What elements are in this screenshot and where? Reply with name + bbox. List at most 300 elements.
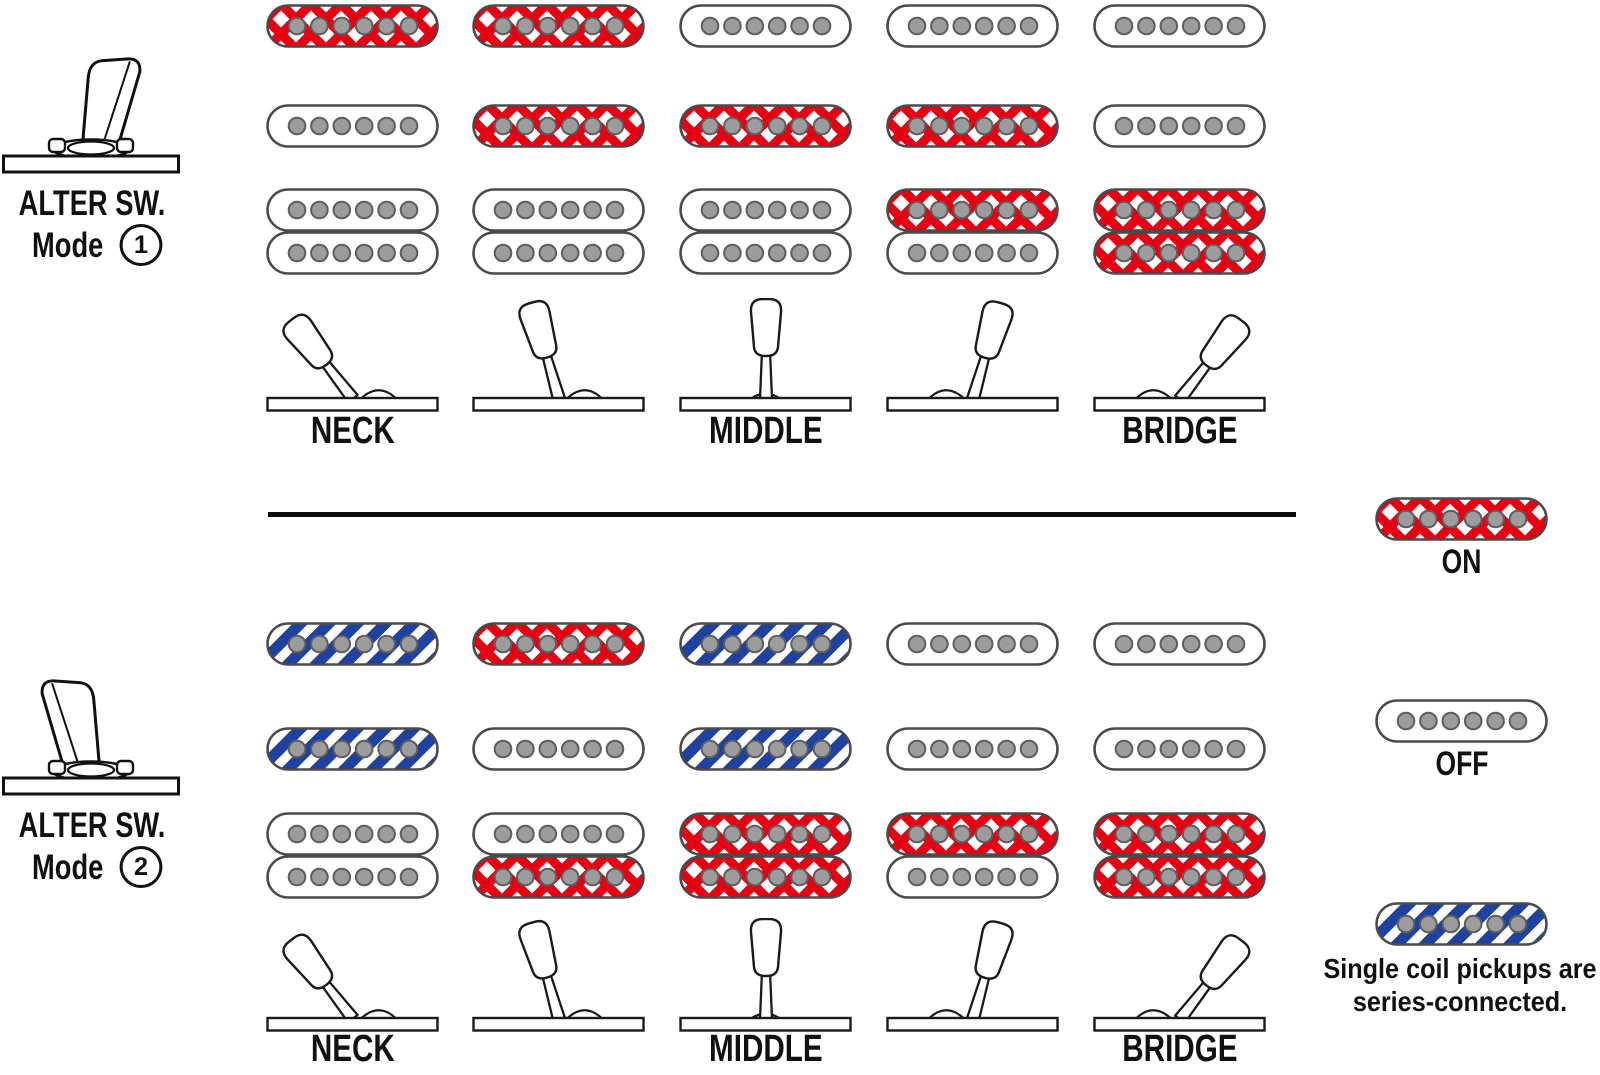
- pole-piece: [607, 202, 624, 219]
- pole-piece: [1398, 511, 1415, 528]
- pole-piece: [584, 826, 601, 843]
- pole-piece: [791, 202, 808, 219]
- pole-piece: [1138, 118, 1155, 135]
- toggle-switch-icon: [2, 50, 180, 174]
- pole-piece: [562, 826, 579, 843]
- switch-plate: [888, 398, 1058, 411]
- pole-piece: [356, 118, 373, 135]
- pole-piece: [1116, 118, 1133, 135]
- switch-position-label-bridge: [1063, 412, 1296, 450]
- pickup-humbucker-front-coil: [266, 812, 439, 856]
- pole-piece: [998, 18, 1015, 35]
- pole-piece: [954, 18, 971, 35]
- lever: [517, 919, 574, 1023]
- pickup-neck: [1093, 4, 1266, 48]
- pole-piece: [1183, 202, 1200, 219]
- pole-piece: [356, 741, 373, 758]
- pole-piece: [356, 202, 373, 219]
- pole-piece: [289, 202, 306, 219]
- pole-piece: [1021, 826, 1038, 843]
- pole-piece: [747, 18, 764, 35]
- pole-piece: [724, 636, 741, 653]
- pickup-icon: [679, 855, 852, 899]
- pickup-icon: [886, 188, 1059, 232]
- pole-piece: [1465, 916, 1482, 933]
- pole-piece: [334, 118, 351, 135]
- pole-piece: [540, 636, 557, 653]
- pickup-humbucker-front-coil: [679, 812, 852, 856]
- mode-word: Mode: [31, 225, 104, 265]
- pole-piece: [1183, 245, 1200, 262]
- pole-piece: [378, 118, 395, 135]
- pole-piece: [909, 202, 926, 219]
- switch-plate: [474, 1018, 644, 1031]
- pole-piece: [289, 741, 306, 758]
- pole-piece: [724, 869, 741, 886]
- pole-piece: [954, 636, 971, 653]
- pickup-humbucker-back-coil: [886, 855, 1059, 899]
- pole-piece: [1205, 202, 1222, 219]
- pole-piece: [814, 636, 831, 653]
- position-label-text: NECK: [310, 410, 395, 452]
- pole-piece: [702, 741, 719, 758]
- pickup-icon: [1093, 4, 1266, 48]
- pickup-middle: [1093, 104, 1266, 148]
- pole-piece: [998, 202, 1015, 219]
- pole-piece: [1487, 511, 1504, 528]
- pickup-neck: [472, 4, 645, 48]
- pickup-middle: [266, 727, 439, 771]
- pole-piece: [1183, 826, 1200, 843]
- pickup-icon: [886, 4, 1059, 48]
- lever: [958, 919, 1015, 1023]
- pole-piece: [1021, 741, 1038, 758]
- pole-piece: [791, 18, 808, 35]
- legend-on-label: [1375, 545, 1548, 579]
- pole-piece: [356, 245, 373, 262]
- legend-off-pickup: [1375, 699, 1548, 743]
- pole-piece: [401, 636, 418, 653]
- pole-piece: [1138, 826, 1155, 843]
- pole-piece: [1228, 245, 1245, 262]
- lever-switch-icon: [266, 298, 439, 412]
- pole-piece: [814, 826, 831, 843]
- pole-piece: [1183, 636, 1200, 653]
- pickup-icon: [1375, 699, 1548, 743]
- switch-plate: [268, 398, 438, 411]
- pole-piece: [814, 869, 831, 886]
- pickup-icon: [472, 855, 645, 899]
- pickup-humbucker-back-coil: [886, 231, 1059, 275]
- pickup-icon: [266, 188, 439, 232]
- pole-piece: [747, 869, 764, 886]
- pole-piece: [769, 826, 786, 843]
- pole-piece: [584, 18, 601, 35]
- pickup-neck: [1093, 622, 1266, 666]
- alter-switch-title-2: [0, 808, 188, 843]
- pole-piece: [1138, 202, 1155, 219]
- pole-piece: [998, 741, 1015, 758]
- pole-piece: [769, 741, 786, 758]
- pole-piece: [1021, 118, 1038, 135]
- pole-piece: [311, 245, 328, 262]
- pickup-icon: [679, 727, 852, 771]
- pole-piece: [814, 18, 831, 35]
- pole-piece: [1398, 916, 1415, 933]
- pole-piece: [401, 826, 418, 843]
- pole-piece: [495, 18, 512, 35]
- pole-piece: [334, 18, 351, 35]
- pole-piece: [769, 636, 786, 653]
- pole-piece: [1420, 916, 1437, 933]
- pole-piece: [747, 118, 764, 135]
- pole-piece: [401, 202, 418, 219]
- pole-piece: [1205, 741, 1222, 758]
- pole-piece: [289, 118, 306, 135]
- on-text: ON: [1441, 543, 1482, 581]
- pole-piece: [724, 741, 741, 758]
- pickup-icon: [886, 855, 1059, 899]
- pole-piece: [909, 245, 926, 262]
- pole-piece: [1161, 869, 1178, 886]
- pole-piece: [607, 18, 624, 35]
- toggle-switch-icon: [2, 672, 180, 796]
- switch-plate: [1095, 398, 1265, 411]
- pole-piece: [401, 741, 418, 758]
- pole-piece: [724, 245, 741, 262]
- pole-piece: [540, 202, 557, 219]
- pole-piece: [724, 18, 741, 35]
- pole-piece: [1138, 18, 1155, 35]
- pole-piece: [584, 636, 601, 653]
- pole-piece: [562, 636, 579, 653]
- pickup-middle: [886, 104, 1059, 148]
- pickup-icon: [266, 622, 439, 666]
- switch-plate: [681, 398, 851, 411]
- section-divider: [268, 512, 1296, 517]
- pole-piece: [931, 202, 948, 219]
- pole-piece: [378, 202, 395, 219]
- pole-piece: [1161, 741, 1178, 758]
- pole-piece: [1398, 713, 1415, 730]
- pickup-icon: [1093, 812, 1266, 856]
- pole-piece: [1443, 713, 1460, 730]
- lever: [1168, 311, 1253, 408]
- pickup-neck: [679, 622, 852, 666]
- pickup-icon: [266, 855, 439, 899]
- pickup-icon: [1375, 902, 1548, 946]
- switch-position-label-middle: [649, 1030, 882, 1068]
- pole-piece: [702, 636, 719, 653]
- pole-piece: [791, 245, 808, 262]
- pole-piece: [998, 869, 1015, 886]
- pole-piece: [1510, 713, 1527, 730]
- pickup-icon: [1375, 497, 1548, 541]
- pole-piece: [1420, 511, 1437, 528]
- pole-piece: [517, 118, 534, 135]
- pole-piece: [584, 741, 601, 758]
- pickup-humbucker-front-coil: [679, 188, 852, 232]
- pole-piece: [1116, 741, 1133, 758]
- pole-piece: [584, 118, 601, 135]
- pole-piece: [356, 636, 373, 653]
- alter-switch-mode-2-icon: [2, 672, 180, 796]
- pickup-humbucker-back-coil: [472, 855, 645, 899]
- pole-piece: [747, 636, 764, 653]
- lever-switch-position-3: [679, 918, 852, 1032]
- pole-piece: [540, 869, 557, 886]
- pole-piece: [998, 118, 1015, 135]
- pickup-neck: [886, 4, 1059, 48]
- pole-piece: [998, 636, 1015, 653]
- switch-plate: [4, 156, 179, 172]
- pole-piece: [1116, 826, 1133, 843]
- pole-piece: [1183, 741, 1200, 758]
- pole-piece: [1116, 636, 1133, 653]
- pickup-icon: [679, 4, 852, 48]
- pole-piece: [1138, 245, 1155, 262]
- alter-switch-title-1: [0, 186, 188, 221]
- mode-number-circle: 1: [120, 224, 163, 266]
- pickup-icon: [679, 231, 852, 275]
- pole-piece: [931, 869, 948, 886]
- pole-piece: [1228, 118, 1245, 135]
- pole-piece: [401, 245, 418, 262]
- pole-piece: [954, 202, 971, 219]
- pole-piece: [495, 636, 512, 653]
- pickup-icon: [886, 231, 1059, 275]
- pickup-neck: [679, 4, 852, 48]
- alter-sw-text: ALTER SW.: [18, 184, 166, 223]
- lever-switch-position-1: [266, 918, 439, 1032]
- pole-piece: [356, 826, 373, 843]
- pole-piece: [1116, 245, 1133, 262]
- pole-piece: [356, 18, 373, 35]
- pole-piece: [1228, 869, 1245, 886]
- pole-piece: [517, 636, 534, 653]
- pickup-humbucker-back-coil: [1093, 855, 1266, 899]
- mode-word: Mode: [31, 847, 104, 887]
- pole-piece: [998, 826, 1015, 843]
- pole-piece: [495, 869, 512, 886]
- pole-piece: [1228, 636, 1245, 653]
- switch-plate: [4, 778, 179, 794]
- switch-position-label-neck: [236, 412, 469, 450]
- pole-piece: [702, 202, 719, 219]
- alter-sw-text: ALTER SW.: [18, 806, 166, 845]
- pickup-icon: [679, 104, 852, 148]
- pickup-icon: [1093, 727, 1266, 771]
- pole-piece: [769, 869, 786, 886]
- pole-piece: [311, 18, 328, 35]
- lever: [958, 299, 1015, 403]
- pole-piece: [562, 869, 579, 886]
- alter-switch-mode-1-icon: [2, 50, 180, 174]
- pole-piece: [1116, 869, 1133, 886]
- pole-piece: [607, 636, 624, 653]
- pole-piece: [1183, 18, 1200, 35]
- pickup-neck: [472, 622, 645, 666]
- pickup-icon: [472, 622, 645, 666]
- position-label-text: BRIDGE: [1121, 410, 1238, 452]
- legend-series-note: [1290, 952, 1600, 1018]
- pole-piece: [1183, 869, 1200, 886]
- pole-piece: [1228, 202, 1245, 219]
- legend-off-label: [1375, 747, 1548, 781]
- pickup-icon: [472, 812, 645, 856]
- lever: [517, 299, 574, 403]
- pole-piece: [1161, 245, 1178, 262]
- pole-piece: [1138, 636, 1155, 653]
- pickup-icon: [266, 4, 439, 48]
- pole-piece: [998, 245, 1015, 262]
- pole-piece: [289, 18, 306, 35]
- pickup-icon: [472, 188, 645, 232]
- pole-piece: [334, 245, 351, 262]
- pole-piece: [1443, 916, 1460, 933]
- pickup-humbucker-front-coil: [472, 812, 645, 856]
- pole-piece: [311, 869, 328, 886]
- pole-piece: [702, 245, 719, 262]
- pole-piece: [1205, 636, 1222, 653]
- pole-piece: [814, 202, 831, 219]
- pickup-humbucker-back-coil: [679, 855, 852, 899]
- pole-piece: [517, 245, 534, 262]
- pickup-icon: [472, 104, 645, 148]
- pickup-neck: [886, 622, 1059, 666]
- pole-piece: [954, 869, 971, 886]
- pickup-middle: [472, 104, 645, 148]
- pole-piece: [791, 826, 808, 843]
- pole-piece: [607, 741, 624, 758]
- pole-piece: [562, 245, 579, 262]
- pickup-humbucker-front-coil: [1093, 812, 1266, 856]
- pole-piece: [909, 741, 926, 758]
- pole-piece: [909, 18, 926, 35]
- lever-switch-icon: [886, 298, 1059, 412]
- pole-piece: [378, 18, 395, 35]
- pole-piece: [1183, 118, 1200, 135]
- pole-piece: [289, 826, 306, 843]
- pickup-middle: [679, 104, 852, 148]
- pole-piece: [1465, 511, 1482, 528]
- lever-switch-icon: [679, 298, 852, 412]
- pole-piece: [1228, 826, 1245, 843]
- pole-piece: [495, 826, 512, 843]
- pole-piece: [1205, 245, 1222, 262]
- pole-piece: [909, 118, 926, 135]
- pole-piece: [791, 869, 808, 886]
- pole-piece: [1443, 511, 1460, 528]
- pole-piece: [702, 118, 719, 135]
- pole-piece: [769, 245, 786, 262]
- pole-piece: [1420, 713, 1437, 730]
- pole-piece: [1138, 869, 1155, 886]
- pole-piece: [311, 636, 328, 653]
- pole-piece: [1205, 826, 1222, 843]
- pickup-humbucker-front-coil: [886, 188, 1059, 232]
- pickup-icon: [1093, 855, 1266, 899]
- switch-position-label-neck: [236, 1030, 469, 1068]
- pole-piece: [702, 869, 719, 886]
- pole-piece: [495, 118, 512, 135]
- pickup-icon: [472, 4, 645, 48]
- pole-piece: [562, 118, 579, 135]
- pole-piece: [289, 636, 306, 653]
- lever-switch-icon: [472, 918, 645, 1032]
- pole-piece: [607, 826, 624, 843]
- pole-piece: [289, 245, 306, 262]
- pole-piece: [976, 118, 993, 135]
- pickup-middle: [679, 727, 852, 771]
- pickup-middle: [1093, 727, 1266, 771]
- mode-number-circle: 2: [120, 846, 163, 888]
- switch-plate: [474, 398, 644, 411]
- pickup-icon: [266, 231, 439, 275]
- pole-piece: [540, 741, 557, 758]
- pole-piece: [1161, 18, 1178, 35]
- pickup-humbucker-back-coil: [679, 231, 852, 275]
- pole-piece: [931, 826, 948, 843]
- pickup-icon: [1093, 231, 1266, 275]
- legend-on-pickup: [1375, 497, 1548, 541]
- lever-switch-position-1: [266, 298, 439, 412]
- pickup-icon: [266, 812, 439, 856]
- lever-switch-position-4: [886, 298, 1059, 412]
- pole-piece: [931, 741, 948, 758]
- pole-piece: [976, 202, 993, 219]
- pole-piece: [814, 741, 831, 758]
- pole-piece: [702, 18, 719, 35]
- pole-piece: [954, 245, 971, 262]
- lever: [751, 919, 781, 1019]
- pickup-neck: [266, 622, 439, 666]
- lever-switch-position-5: [1093, 918, 1266, 1032]
- lever-switch-icon: [1093, 918, 1266, 1032]
- position-label-text: MIDDLE: [708, 1028, 823, 1070]
- pole-piece: [909, 636, 926, 653]
- lever: [1168, 931, 1253, 1028]
- pickup-icon: [1093, 104, 1266, 148]
- pole-piece: [311, 826, 328, 843]
- position-label-text: BRIDGE: [1121, 1028, 1238, 1070]
- pole-piece: [401, 118, 418, 135]
- pole-piece: [517, 741, 534, 758]
- pickup-icon: [886, 727, 1059, 771]
- pole-piece: [607, 869, 624, 886]
- pole-piece: [1116, 202, 1133, 219]
- pole-piece: [517, 869, 534, 886]
- pole-piece: [976, 245, 993, 262]
- pole-piece: [931, 18, 948, 35]
- pole-piece: [1510, 511, 1527, 528]
- pole-piece: [769, 202, 786, 219]
- pole-piece: [334, 869, 351, 886]
- pickup-icon: [266, 727, 439, 771]
- pickup-humbucker-back-coil: [266, 231, 439, 275]
- pole-piece: [334, 826, 351, 843]
- pole-piece: [356, 869, 373, 886]
- pole-piece: [562, 202, 579, 219]
- lever-switch-position-3: [679, 298, 852, 412]
- pole-piece: [724, 118, 741, 135]
- pole-piece: [724, 826, 741, 843]
- pole-piece: [540, 118, 557, 135]
- pole-piece: [401, 18, 418, 35]
- pole-piece: [702, 826, 719, 843]
- pole-piece: [495, 245, 512, 262]
- pole-piece: [1465, 713, 1482, 730]
